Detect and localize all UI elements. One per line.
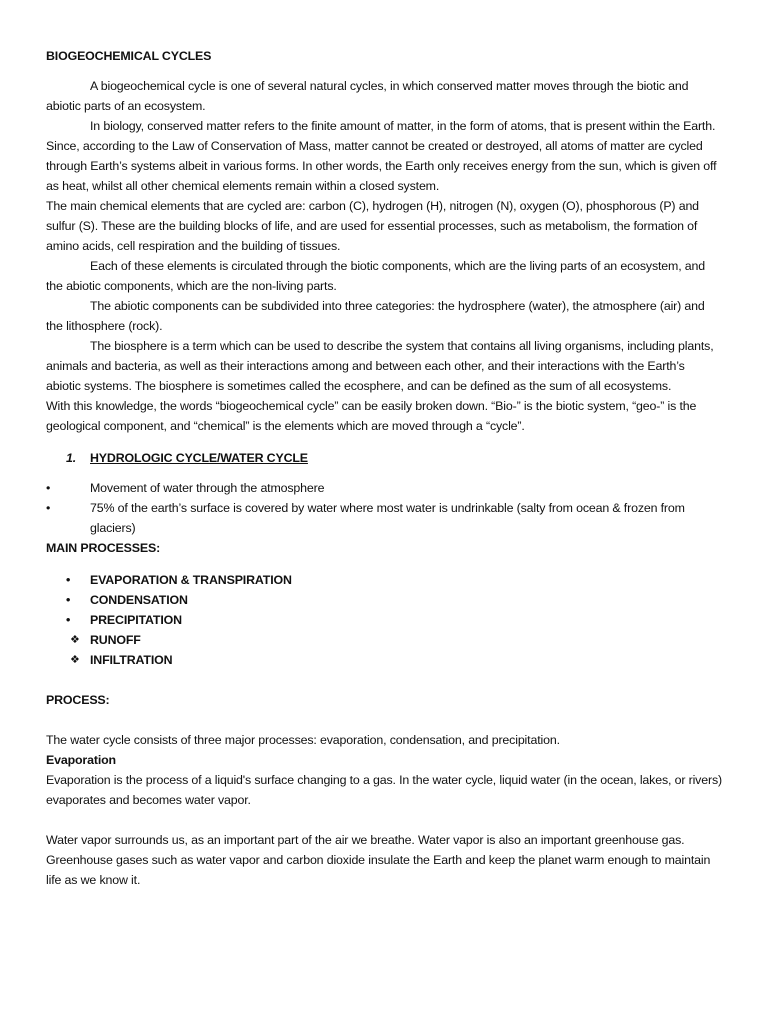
hydrologic-bullets <box>46 478 722 538</box>
main-processes-list <box>46 570 722 630</box>
paragraph-biosphere: The biosphere is a term which can be used to describe the system that contains all living organisms, including plants, animals and bacteria, as well as their interactions among and between each other, and their interactions with the Earth’s abiotic systems. The biosphere is sometimes called the ecosphere, and can be defined as the sum of all ecosystems. <box>46 339 714 393</box>
list-item: • Movement of water through the atmosphere <box>46 478 722 498</box>
bullet-icon: • <box>46 501 51 515</box>
paragraph-definition: A biogeochemical cycle is one of several natural cycles, in which conserved matter moves through the biotic and abiotic parts of an ecosystem. <box>46 79 689 113</box>
list-item: • EVAPORATION & TRANSPIRATION <box>46 570 722 590</box>
precipitation-subprocesses <box>46 630 722 670</box>
process-label: PROCESS: <box>46 693 110 707</box>
section-heading-hydrologic <box>46 448 722 468</box>
main-processes-label: MAIN PROCESSES: <box>46 541 161 555</box>
list-item: • 75% of the earth’s surface is covered by water where most water is undrinkable (salty from ocean & frozen from glaciers) <box>46 498 722 538</box>
paragraph-conserved-matter: In biology, conserved matter refers to the finite amount of matter, in the form of atoms, that is present within the Earth. Since, according to the Law of Conservation of Mass, matter cannot be created or destroyed, all atoms of matter are cycled through Earth’s systems albeit in various forms. In other words, the Earth only receives energy from the sun, which is given off as heat, whilst all other chemical elements remain within a closed system. <box>46 119 717 193</box>
paragraph-main-elements: The main chemical elements that are cycled are: carbon (C), hydrogen (H), nitrogen (N), oxygen (O), phosphorous (P) and sulfur (S). These are the building blocks of life, and are used for essential processes, such as metabolism, the formation of amino acids, cell respiration and the building of tissues. <box>46 199 699 253</box>
section-number: 1. <box>66 451 77 465</box>
list-item: ❖ INFILTRATION <box>46 650 722 670</box>
paragraph-word-breakdown: With this knowledge, the words “biogeochemical cycle” can be easily broken down. “Bio-” is the biotic system, “geo-” is the geological component, and “chemical” is the elements which are moved through a “cycle”. <box>46 399 697 433</box>
evaporation-paragraph: Evaporation is the process of a liquid's surface changing to a gas. In the water cycle, liquid water (in the ocean, lakes, or rivers) evaporates and becomes water vapor. <box>46 773 722 807</box>
paragraph-abiotic-categories: The abiotic components can be subdivided into three categories: the hydrosphere (water), the atmosphere (air) and the lithosphere (rock). <box>46 299 705 333</box>
list-item: • CONDENSATION <box>46 590 722 610</box>
evaporation-heading: Evaporation <box>46 753 116 767</box>
diamond-bullet-icon: ❖ <box>70 654 80 666</box>
bullet-icon: • <box>66 613 71 627</box>
process-intro: The water cycle consists of three major processes: evaporation, condensation, and precipitation. <box>46 733 560 747</box>
bullet-icon: • <box>66 593 71 607</box>
bullet-icon: • <box>66 573 71 587</box>
water-vapor-paragraph: Water vapor surrounds us, as an important part of the air we breathe. Water vapor is also an important greenhouse gas. Greenhouse gases such as water vapor and carbon dioxide insulate the Earth and keep the planet warm enough to maintain life as we know it. <box>46 833 711 887</box>
list-item: • PRECIPITATION <box>46 610 722 630</box>
bullet-icon: • <box>46 481 51 495</box>
section-title: HYDROLOGIC CYCLE/WATER CYCLE <box>90 451 308 465</box>
paragraph-biotic-abiotic: Each of these elements is circulated through the biotic components, which are the living parts of an ecosystem, and the abiotic components, which are the non-living parts. <box>46 259 706 293</box>
list-item: ❖ RUNOFF <box>46 630 722 650</box>
diamond-bullet-icon: ❖ <box>70 634 80 646</box>
document-title: BIOGEOCHEMICAL CYCLES <box>46 49 212 63</box>
